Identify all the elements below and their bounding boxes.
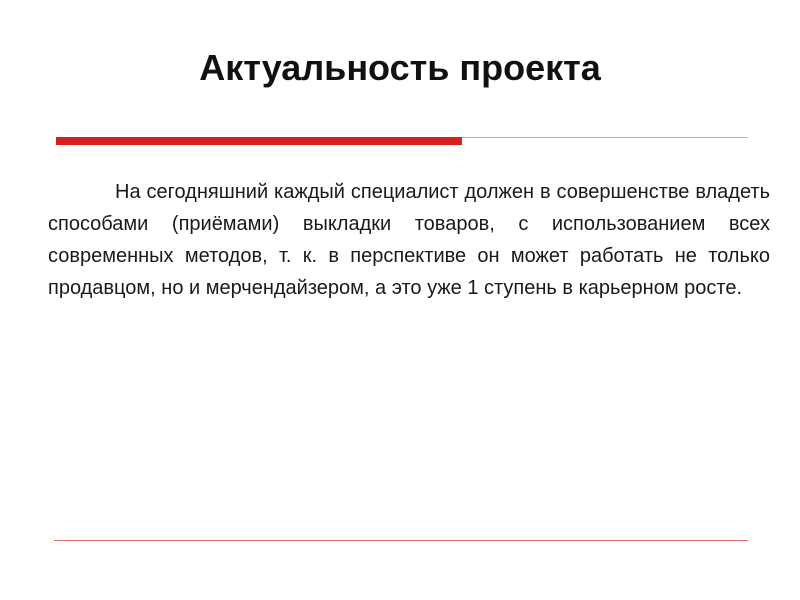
slide-body-text: На сегодняшний каждый специалист должен в совершенстве владеть способами (приёмами) выкладки товаров, с использованием всех современных методов, т. к. в перспективе он может работать не только продавцом, но и мерчендайзером, а это уже 1 ступень в карьерном росте.	[48, 181, 770, 299]
title-divider-accent-bar	[56, 137, 462, 145]
slide-title: Актуальность проекта	[199, 47, 601, 88]
footer-divider-line	[54, 540, 748, 541]
